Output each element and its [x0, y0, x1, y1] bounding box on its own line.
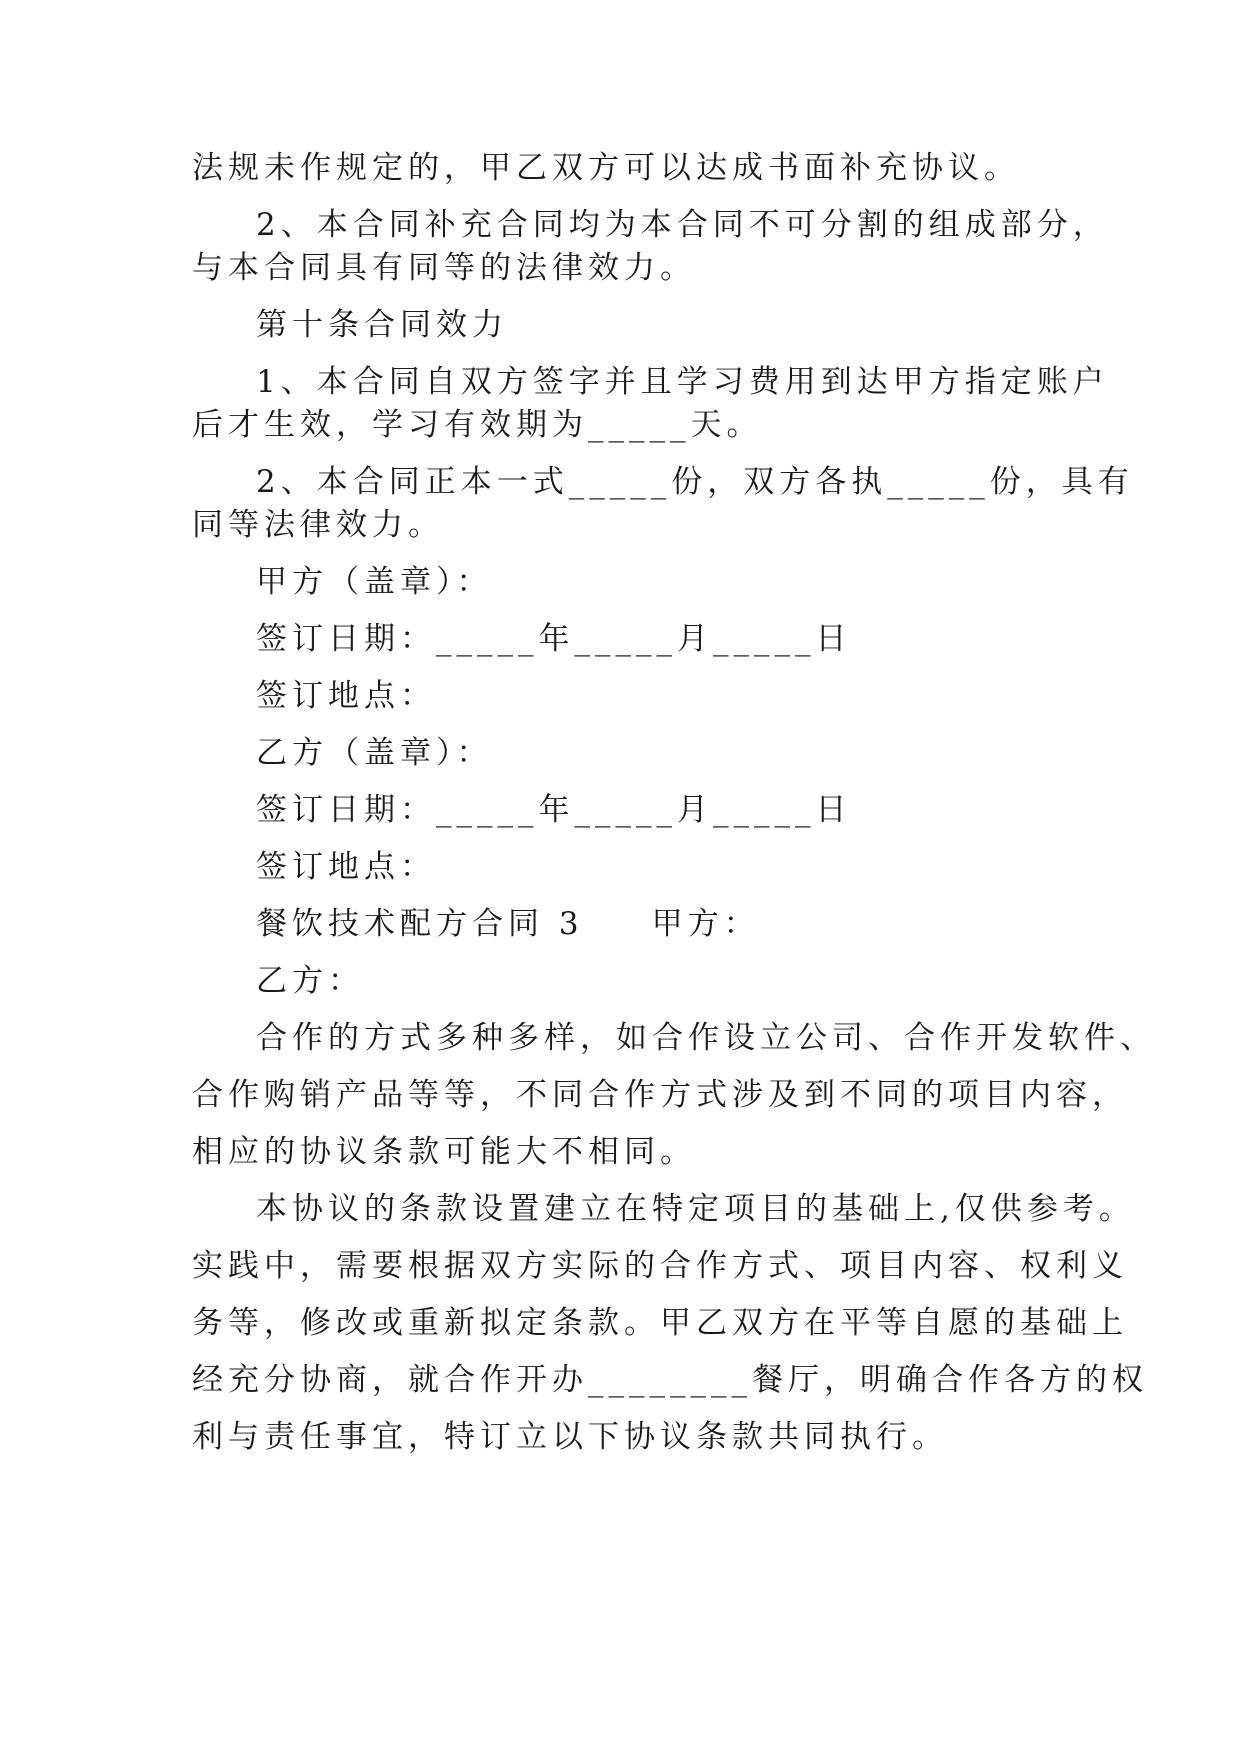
contract-title: 餐饮技术配方合同 3 — [256, 906, 584, 942]
text-line: 同等法律效力。 — [192, 507, 444, 543]
text-line: 相应的协议条款可能大不相同。 — [192, 1134, 696, 1170]
text-line: 后才生效，学习有效期为_____天。 — [192, 407, 763, 443]
signing-place-line: 签订地点： — [256, 678, 436, 714]
text-line: 务等，修改或重新拟定条款。甲乙双方在平等自愿的基础上 — [192, 1305, 1128, 1341]
signing-date-line: 签订日期：_____年_____月_____日 — [256, 792, 852, 828]
contract-title-line — [256, 904, 760, 944]
signing-date-line: 签订日期：_____年_____月_____日 — [256, 621, 852, 657]
text-line: 经充分协商，就合作开办________餐厅，明确合作各方的权 — [192, 1362, 1148, 1398]
party-b-label: 乙方： — [256, 963, 364, 999]
text-line: 合作的方式多种多样，如合作设立公司、合作开发软件、 — [256, 1020, 1156, 1056]
party-a-label: 甲方： — [651, 906, 760, 942]
text-line: 本协议的条款设置建立在特定项目的基础上,仅供参考。 — [256, 1191, 1135, 1227]
text-line: 合作购销产品等等，不同合作方式涉及到不同的项目内容， — [192, 1077, 1128, 1113]
text-line: 利与责任事宜，特订立以下协议条款共同执行。 — [192, 1419, 948, 1455]
text-line: 与本合同具有同等的法律效力。 — [192, 250, 696, 286]
section-heading: 第十条合同效力 — [256, 307, 508, 343]
text-line: 2、本合同补充合同均为本合同不可分割的组成部分， — [256, 207, 1109, 243]
text-line: 2、本合同正本一式_____份，双方各执_____份，具有 — [256, 464, 1134, 500]
party-b-seal-line: 乙方（盖章）： — [256, 735, 493, 771]
text-line: 实践中，需要根据双方实际的合作方式、项目内容、权利义 — [192, 1248, 1128, 1284]
text-line: 法规未作规定的，甲乙双方可以达成书面补充协议。 — [192, 150, 1020, 186]
signing-place-line: 签订地点： — [256, 849, 436, 885]
party-a-seal-line: 甲方（盖章）： — [256, 564, 493, 600]
text-line: 1、本合同自双方签字并且学习费用到达甲方指定账户 — [256, 364, 1109, 400]
